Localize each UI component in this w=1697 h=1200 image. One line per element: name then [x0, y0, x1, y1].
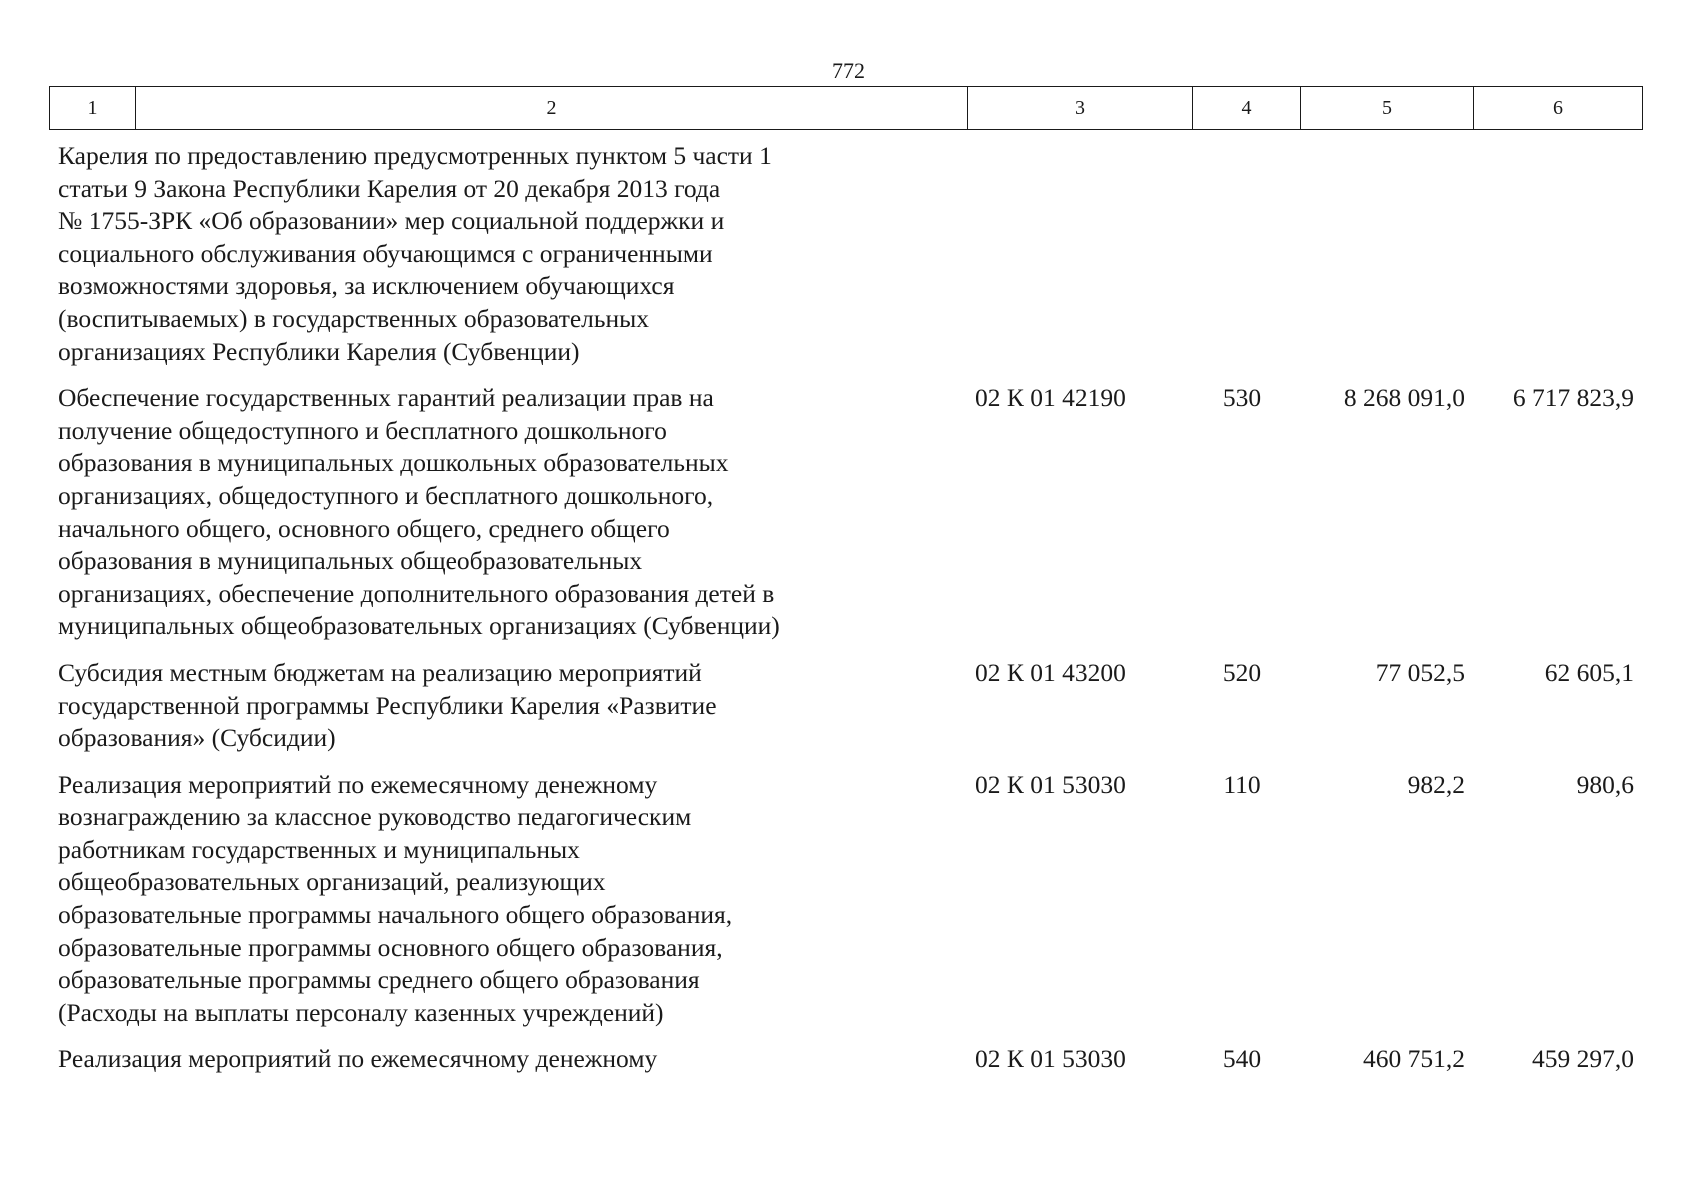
row-description	[0, 140, 967, 368]
description-line: организациях, обеспечение дополнительного образования детей в	[58, 578, 775, 608]
description-line: статьи 9 Закона Республики Карелия от 20 декабря 2013 года	[58, 173, 721, 203]
row-amount-col5: 77 052,5	[1375, 657, 1465, 687]
page-number: 772	[832, 58, 865, 83]
row-expense-type: 530	[1222, 383, 1262, 413]
description-line: образовательные программы среднего общего образования	[58, 965, 700, 995]
column-header-table	[49, 86, 1643, 130]
row-target-code: 02 К 01 42190	[975, 383, 1126, 413]
budget-table-body	[49, 140, 1642, 1090]
row-amount-col6: 980,6	[1576, 769, 1634, 799]
row-amount-col6	[1473, 140, 1642, 368]
row-target-code: 02 К 01 53030	[975, 769, 1126, 799]
description-line: получение общедоступного и бесплатного дошкольного	[58, 415, 667, 445]
column-header-3: 3	[968, 87, 1193, 130]
description-line: вознаграждению за классное руководство педагогическим	[58, 802, 692, 832]
row-expense-type: 110	[1223, 769, 1261, 799]
description-line: (Расходы на выплаты персоналу казенных учреждений)	[58, 997, 664, 1027]
table-row	[49, 657, 1642, 755]
description-line: организациях Республики Карелия (Субвенции)	[58, 336, 580, 366]
row-amount-col5: 8 268 091,0	[1343, 383, 1465, 413]
table-row	[49, 382, 1642, 643]
column-header-2: 2	[136, 87, 968, 130]
column-header-5: 5	[1301, 87, 1474, 130]
row-expense-type: 540	[1222, 1044, 1262, 1074]
row-target-code	[967, 140, 1192, 368]
description-line: государственной программы Республики Карелия «Развитие	[58, 690, 717, 720]
row-amount-col5: 982,2	[1407, 769, 1465, 799]
description-line: Реализация мероприятий по ежемесячному денежному	[58, 1044, 658, 1074]
row-amount-col5: 460 751,2	[1363, 1044, 1465, 1074]
description-line: № 1755-ЗРК «Об образовании» мер социальной поддержки и	[58, 206, 725, 236]
row-amount-col6: 6 717 823,9	[1512, 383, 1634, 413]
description-line: социального обслуживания обучающимся с ограниченными	[58, 238, 713, 268]
row-amount-col6: 459 297,0	[1532, 1044, 1634, 1074]
table-row	[49, 140, 1642, 368]
description-line: Карелия по предоставлению предусмотренных пунктом 5 части 1	[58, 141, 772, 170]
description-line: образовательные программы начального общего образования,	[58, 900, 733, 930]
column-header-4: 4	[1193, 87, 1301, 130]
row-target-code: 02 К 01 53030	[975, 1044, 1126, 1074]
description-line: муниципальных общеобразовательных организациях (Субвенции)	[58, 611, 780, 641]
row-description	[0, 657, 967, 755]
description-line: работникам государственных и муниципальных	[58, 834, 580, 864]
row-expense-type: 520	[1222, 657, 1262, 687]
description-line: Субсидия местным бюджетам на реализацию мероприятий	[58, 657, 702, 687]
table-row	[49, 769, 1642, 1030]
description-line: общеобразовательных организаций, реализующих	[58, 867, 606, 897]
row-description	[0, 382, 967, 643]
row-expense-type	[1192, 140, 1300, 368]
description-line: образования» (Субсидии)	[58, 723, 336, 753]
row-amount-col5	[1300, 140, 1473, 368]
description-line: возможностями здоровья, за исключением обучающихся	[58, 271, 675, 301]
description-line: начального общего, основного общего, среднего общего	[58, 513, 670, 543]
column-header-1: 1	[50, 87, 136, 130]
row-description	[0, 769, 967, 1030]
table-row	[49, 1043, 1642, 1076]
description-line: Обеспечение государственных гарантий реализации прав на	[58, 383, 714, 413]
description-line: организациях, общедоступного и бесплатного дошкольного,	[58, 480, 714, 510]
column-header-row	[50, 87, 1643, 130]
row-description	[0, 1043, 967, 1076]
row-target-code: 02 К 01 43200	[975, 657, 1126, 687]
description-line: образования в муниципальных общеобразовательных	[58, 546, 643, 576]
row-amount-col6: 62 605,1	[1544, 657, 1634, 687]
description-line: Реализация мероприятий по ежемесячному денежному	[58, 769, 658, 799]
description-line: (воспитываемых) в государственных образовательных	[58, 303, 650, 333]
description-line: образовательные программы основного общего образования,	[58, 932, 723, 962]
description-line: образования в муниципальных дошкольных образовательных	[58, 448, 729, 478]
column-header-6: 6	[1474, 87, 1643, 130]
